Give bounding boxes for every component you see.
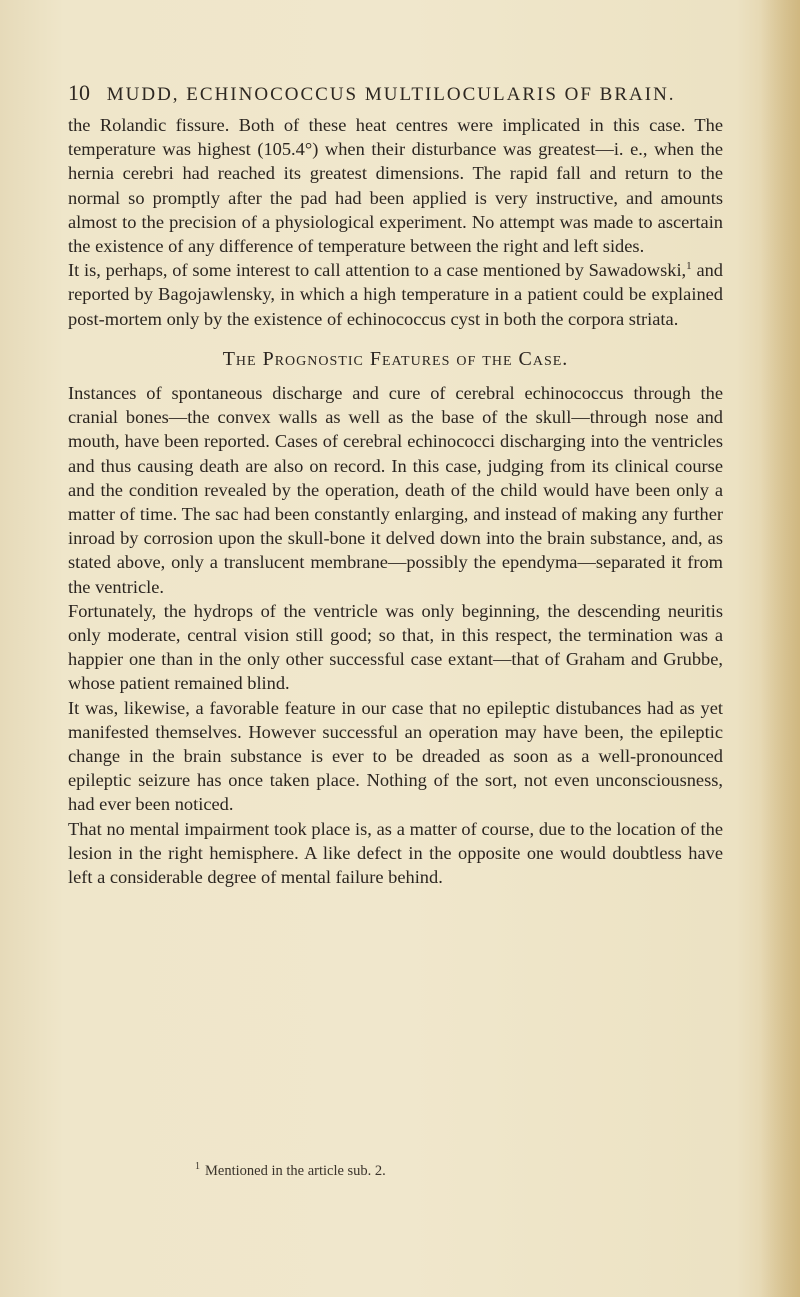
section-heading: The Prognostic Features of the Case. [222, 347, 569, 370]
paragraph-2-text-b: and reported by Bagojawlensky, in which a high temperature in a patient could be explained post-mortem only by the existence of echinococcus cyst in both the corpora striata. [68, 260, 724, 329]
page-number: 10 [68, 80, 90, 105]
paragraph-2-text-a: It is, perhaps, of some interest to call attention to a case mentioned by Sawadowski, [68, 260, 687, 281]
body-text [68, 113, 723, 889]
footnote [195, 1161, 386, 1180]
running-header [68, 80, 728, 106]
paragraph-2 [68, 258, 723, 331]
paragraph-4: Fortunately, the hydrops of the ventricle was only beginning, the descending neuritis only moderate, central vision still good; so that, in this respect, the termination was a happier one than in the only other successful case extant—that of Graham and Grubbe, whose patient remained blind. [68, 600, 723, 694]
paragraph-3: Instances of spontaneous discharge and cure of cerebral echinococcus through the cranial bones—the convex walls as well as the base of the skull—through nose and mouth, have been reported. Cases of cerebral echinococci discharging into the ventricles and thus causing death are also on record. In this case, judging from its clinical course and the condition revealed by the operation, death of the child would have been only a matter of time. The sac had been constantly enlarging, and instead of making any further inroad by corrosion upon the skull-bone it delved down into the brain substance, and, as stated above, only a translucent membrane—possibly the ependyma—separated it from the ventricle. [68, 383, 723, 597]
running-title: MUDD, ECHINOCOCCUS MULTILOCULARIS OF BRAIN. [106, 84, 676, 105]
page-edge-shadow [760, 0, 800, 1297]
paragraph-1: the Rolandic fissure. Both of these heat centres were implicated in this case. The temperature was highest (105.4°) when their disturbance was greatest—i. e., when the hernia cerebri had reached its greatest dimensions. The rapid fall and return to the normal so promptly after the pad had been applied is very instructive, and amounts almost to the precision of a physiological experiment. No attempt was made to ascertain the existence of any difference of temperature between the right and left sides. [68, 115, 723, 257]
footnote-mark: 1 [195, 1161, 200, 1172]
paragraph-5: It was, likewise, a favorable feature in our case that no epileptic distubances had as yet manifested themselves. However successful an operation may have been, the epileptic change in the brain substance is ever to be dreaded as soon as a well-pronounced epileptic seizure has once taken place. Nothing of the sort, not even unconsciousness, had ever been noticed. [68, 697, 723, 815]
footnote-text: Mentioned in the article sub. 2. [205, 1162, 386, 1179]
footnote-reference: 1 [686, 260, 692, 273]
paragraph-6: That no mental impairment took place is, as a matter of course, due to the location of the lesion in the right hemisphere. A like defect in the opposite one would doubtless have left a considerable degree of mental failure behind. [68, 818, 723, 888]
